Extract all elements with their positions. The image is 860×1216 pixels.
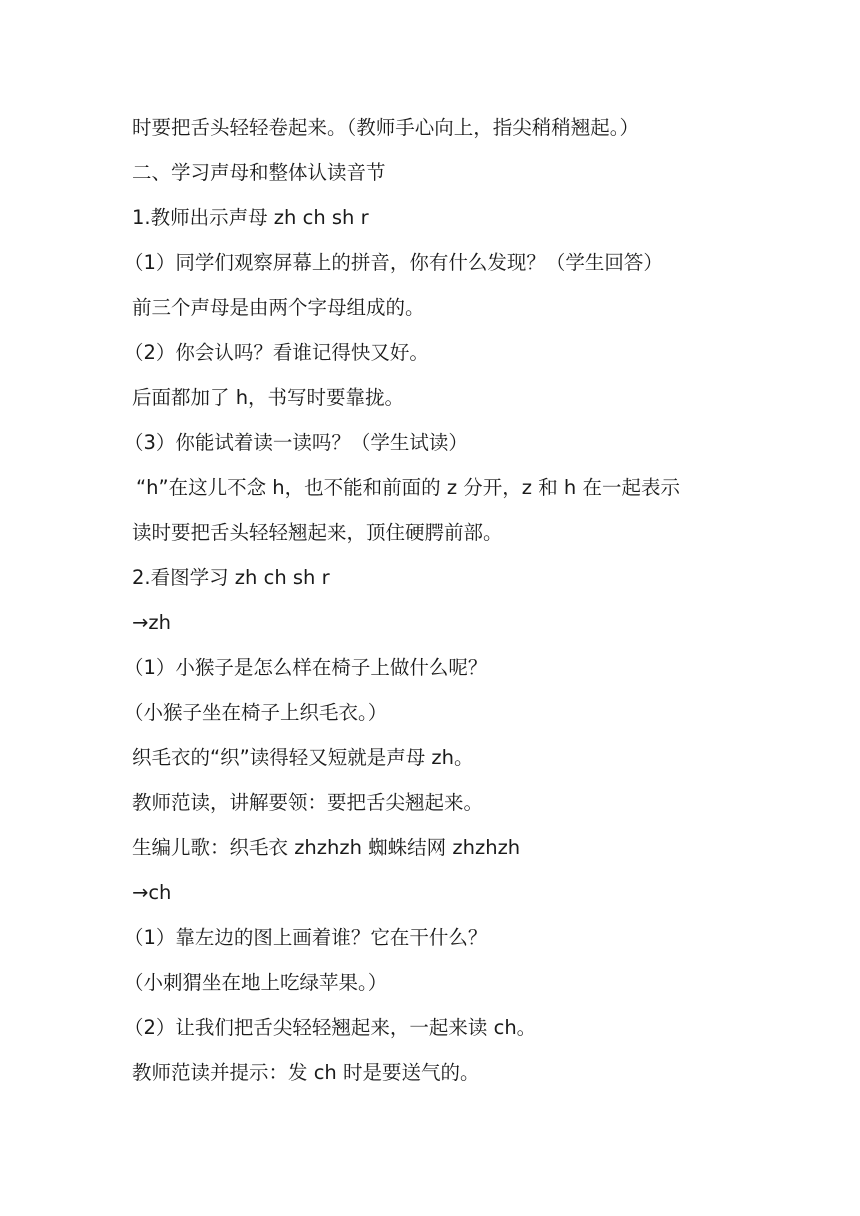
text-line: 读时要把舌头轻轻翘起来，顶住硬腭前部。: [132, 521, 503, 544]
text-line: （1）同学们观察屏幕上的拼音，你有什么发现？（学生回答）: [124, 251, 663, 274]
text-line: （1）小猴子是怎么样在椅子上做什么呢？: [124, 656, 488, 679]
text-line: （小刺猬坐在地上吃绿苹果。）: [124, 971, 388, 994]
text-line: （1）靠左边的图上画着谁？它在干什么？: [124, 926, 488, 949]
text-line: 织毛衣的“织”读得轻又短就是声母 zh。: [132, 746, 474, 769]
section-heading: 二、学习声母和整体认读音节: [132, 161, 386, 184]
text-line: （2）你会认吗？看谁记得快又好。: [124, 341, 429, 364]
text-line: 生编儿歌：织毛衣 zhzhzh 蜘蛛结网 zhzhzh: [132, 836, 521, 859]
text-line: 后面都加了 h，书写时要靠拢。: [132, 386, 405, 409]
text-line: 前三个声母是由两个字母组成的。: [132, 296, 425, 319]
text-line: 时要把舌头轻轻卷起来。（教师手心向上，指尖稍稍翘起。）: [132, 116, 640, 139]
arrow-item-zh: →zh: [132, 611, 171, 634]
text-line: （小猴子坐在椅子上织毛衣。）: [124, 701, 388, 724]
text-line: 1.教师出示声母 zh ch sh r: [132, 206, 369, 229]
text-line: 教师范读并提示：发 ch 时是要送气的。: [132, 1061, 480, 1084]
arrow-item-ch: →ch: [132, 881, 172, 904]
text-line: （3）你能试着读一读吗？（学生试读）: [124, 431, 468, 454]
text-line: “h”在这儿不念 h，也不能和前面的 z 分开，z 和 h 在一起表示: [136, 476, 680, 499]
text-line: 教师范读，讲解要领：要把舌尖翘起来。: [132, 791, 484, 814]
text-line: （2）让我们把舌尖轻轻翘起来，一起来读 ch。: [124, 1016, 537, 1039]
text-line: 2.看图学习 zh ch sh r: [132, 566, 330, 589]
